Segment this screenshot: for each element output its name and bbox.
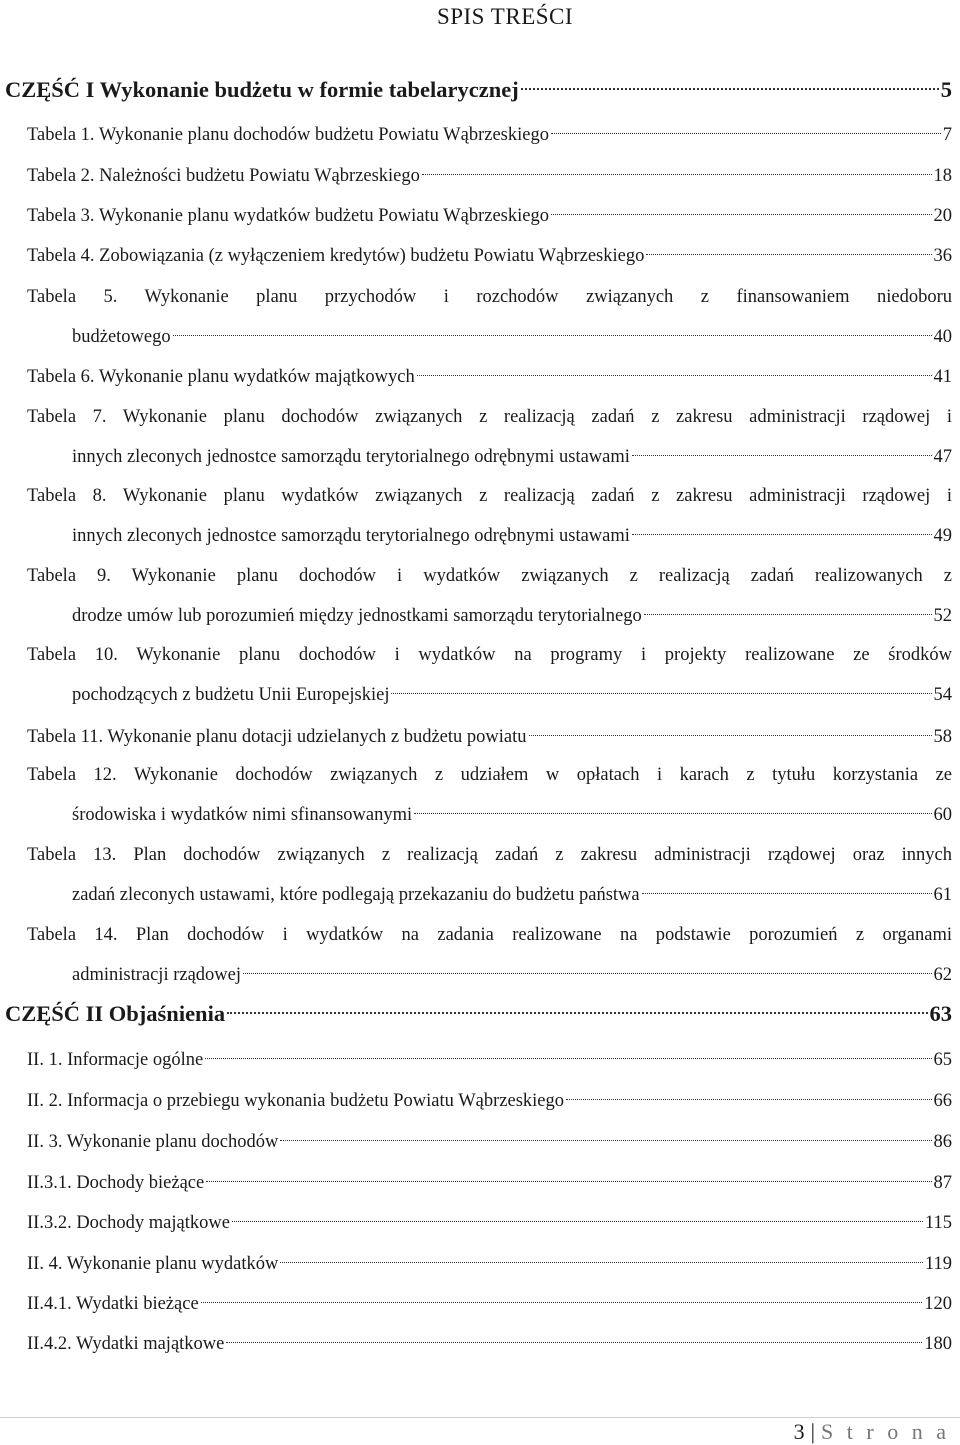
toc-section-heading[interactable]	[5, 999, 952, 1029]
toc-title: SPIS TREŚCI	[436, 4, 574, 29]
toc-entry-text: Tabela 8. Wykonanie planu wydatków związanych z realizacją zadań z zakresu administracji rządowej i	[27, 486, 952, 506]
toc-entry-line[interactable]	[27, 1210, 952, 1236]
toc-page-number: 18	[933, 166, 952, 186]
toc-entry-line[interactable]	[72, 523, 952, 549]
toc-entry-text: środowiska i wydatków nimi sfinansowanymi	[72, 805, 413, 825]
dot-leader	[422, 174, 932, 175]
toc-page-number: 87	[933, 1173, 952, 1193]
toc-entry-line[interactable]	[72, 962, 952, 988]
toc-entry-line[interactable]	[27, 724, 952, 750]
dot-leader	[646, 254, 931, 255]
toc-entry-text: Tabela 13. Plan dochodów związanych z realizacją zadań z zakresu administracji rządowej oraz innych	[27, 845, 952, 865]
toc-entry-line[interactable]	[27, 762, 952, 788]
toc-entry-text: II.4.2. Wydatki majątkowe	[27, 1334, 225, 1354]
toc-page-number: 180	[924, 1334, 952, 1354]
toc-page-number: 66	[933, 1091, 952, 1111]
toc-entry-text: II. 4. Wykonanie planu wydatków	[27, 1254, 279, 1274]
dot-leader	[644, 614, 932, 615]
toc-entry-line[interactable]	[72, 682, 952, 708]
dot-leader	[280, 1140, 931, 1141]
toc-entry-text: innych zleconych jednostce samorządu terytorialnego odrębnymi ustawami	[72, 526, 630, 546]
dot-leader	[529, 735, 932, 736]
toc-entry-line[interactable]	[27, 1291, 952, 1317]
toc-entry-line[interactable]	[27, 404, 952, 430]
dot-leader	[280, 1262, 923, 1263]
toc-entry-text: CZĘŚĆ I Wykonanie budżetu w formie tabelarycznej	[5, 77, 519, 102]
toc-entry-line[interactable]	[27, 922, 952, 948]
toc-page-number: 119	[924, 1254, 952, 1274]
dot-leader	[551, 133, 941, 134]
dot-leader	[205, 1058, 931, 1059]
toc-entry-text: CZĘŚĆ II Objaśnienia	[5, 1001, 226, 1026]
toc-entry-line[interactable]	[27, 483, 952, 509]
toc-entry-line[interactable]	[27, 1170, 952, 1196]
toc-entry-text: Tabela 2. Należności budżetu Powiatu Wąbrzeskiego	[27, 166, 420, 186]
toc-page-number: 5	[940, 77, 952, 102]
dot-leader	[232, 1221, 923, 1222]
toc-entry-text: zadań zleconych ustawami, które podlegają przekazaniu do budżetu państwa	[72, 885, 640, 905]
toc-entry-line[interactable]	[27, 243, 952, 269]
toc-entry-line[interactable]	[72, 882, 952, 908]
toc-page-number: 7	[942, 125, 952, 145]
toc-entry-text: Tabela 10. Wykonanie planu dochodów i wydatków na programy i projekty realizowane ze środków	[27, 645, 952, 665]
toc-page-number: 120	[924, 1294, 952, 1314]
toc-entry-text: II.3.1. Dochody bieżące	[27, 1173, 205, 1193]
footer-page-number: 3	[793, 1419, 805, 1444]
toc-entry-text: Tabela 14. Plan dochodów i wydatków na zadania realizowane na podstawie porozumień z organami	[27, 925, 952, 945]
toc-entry-text: Tabela 7. Wykonanie planu dochodów związanych z realizacją zadań z zakresu administracji rządowej i	[27, 407, 952, 427]
toc-entry-line[interactable]	[27, 1331, 952, 1357]
toc-entry-text: Tabela 6. Wykonanie planu wydatków majątkowych	[27, 367, 415, 387]
dot-leader	[414, 813, 931, 814]
toc-entry-line[interactable]	[27, 1129, 952, 1155]
toc-entry-text: II.4.1. Wydatki bieżące	[27, 1294, 199, 1314]
toc-entry-text: budżetowego	[72, 327, 171, 347]
dot-leader	[227, 1012, 927, 1014]
toc-entry-line[interactable]	[27, 1047, 952, 1073]
page-footer	[794, 1419, 950, 1445]
footer-label: S t r o n a	[821, 1419, 950, 1444]
toc-entry-line[interactable]	[27, 163, 952, 189]
toc-entry-text: Tabela 5. Wykonanie planu przychodów i rozchodów związanych z finansowaniem niedoboru	[27, 287, 952, 307]
toc-entry-line[interactable]	[72, 802, 952, 828]
toc-entry-text: innych zleconych jednostce samorządu terytorialnego odrębnymi ustawami	[72, 447, 630, 467]
toc-page-number: 60	[933, 805, 952, 825]
dot-leader	[417, 375, 932, 376]
toc-page-number: 115	[924, 1213, 952, 1233]
toc-entry-line[interactable]	[72, 324, 952, 350]
toc-entry-line[interactable]	[27, 563, 952, 589]
toc-page-number: 20	[933, 206, 952, 226]
dot-leader	[566, 1099, 932, 1100]
dot-leader	[632, 455, 932, 456]
toc-entry-text: Tabela 4. Zobowiązania (z wyłączeniem kredytów) budżetu Powiatu Wąbrzeskiego	[27, 246, 645, 266]
footer-separator: |	[810, 1419, 816, 1444]
toc-entry-text: pochodzących z budżetu Unii Europejskiej	[72, 685, 390, 705]
toc-entry-text: II. 2. Informacja o przebiegu wykonania budżetu Powiatu Wąbrzeskiego	[27, 1091, 564, 1111]
toc-entry-line[interactable]	[27, 203, 952, 229]
toc-entry-text: Tabela 3. Wykonanie planu wydatków budżetu Powiatu Wąbrzeskiego	[27, 206, 549, 226]
toc-page-number: 65	[933, 1050, 952, 1070]
toc-page-number: 52	[933, 606, 952, 626]
dot-leader	[551, 214, 932, 215]
dot-leader	[632, 534, 932, 535]
toc-entry-text: II. 1. Informacje ogólne	[27, 1050, 204, 1070]
toc-entry-line[interactable]	[72, 603, 952, 629]
dot-leader	[206, 1181, 931, 1182]
toc-page-number: 63	[929, 1001, 952, 1026]
toc-page-number: 62	[933, 965, 952, 985]
toc-entry-line[interactable]	[27, 122, 952, 148]
dot-leader	[642, 893, 932, 894]
dot-leader	[521, 88, 939, 90]
dot-leader	[391, 693, 931, 694]
toc-entry-line[interactable]	[27, 1251, 952, 1277]
toc-page-number: 86	[933, 1132, 952, 1152]
toc-entry-text: Tabela 12. Wykonanie dochodów związanych z udziałem w opłatach i karach z tytułu korzystania ze	[27, 765, 952, 785]
toc-entry-line[interactable]	[27, 642, 952, 668]
toc-entry-line[interactable]	[27, 1088, 952, 1114]
toc-page-number: 47	[933, 447, 952, 467]
toc-entry-line[interactable]	[27, 842, 952, 868]
toc-section-heading[interactable]	[5, 75, 952, 105]
toc-entry-line[interactable]	[27, 284, 952, 310]
toc-entry-text: administracji rządowej	[72, 965, 242, 985]
dot-leader	[226, 1342, 922, 1343]
toc-page-number: 41	[933, 367, 952, 387]
toc-entry-line[interactable]	[72, 444, 952, 470]
toc-entry-line[interactable]	[27, 364, 952, 390]
toc-page-number: 54	[933, 685, 952, 705]
dot-leader	[243, 973, 931, 974]
toc-page-number: 58	[933, 727, 952, 747]
dot-leader	[173, 335, 932, 336]
footer-divider	[0, 1417, 960, 1418]
toc-page-number: 61	[933, 885, 952, 905]
toc-entry-text: Tabela 11. Wykonanie planu dotacji udzielanych z budżetu powiatu	[27, 727, 527, 747]
toc-entry-text: II.3.2. Dochody majątkowe	[27, 1213, 230, 1233]
toc-entry-text: Tabela 1. Wykonanie planu dochodów budżetu Powiatu Wąbrzeskiego	[27, 125, 549, 145]
toc-page-number: 40	[933, 327, 952, 347]
dot-leader	[201, 1302, 923, 1303]
toc-entry-text: drodze umów lub porozumień między jednostkami samorządu terytorialnego	[72, 606, 642, 626]
toc-entry-text: II. 3. Wykonanie planu dochodów	[27, 1132, 279, 1152]
toc-page-number: 49	[933, 526, 952, 546]
toc-page-number: 36	[933, 246, 952, 266]
toc-entry-text: Tabela 9. Wykonanie planu dochodów i wydatków związanych z realizacją zadań realizowanych z	[27, 566, 952, 586]
